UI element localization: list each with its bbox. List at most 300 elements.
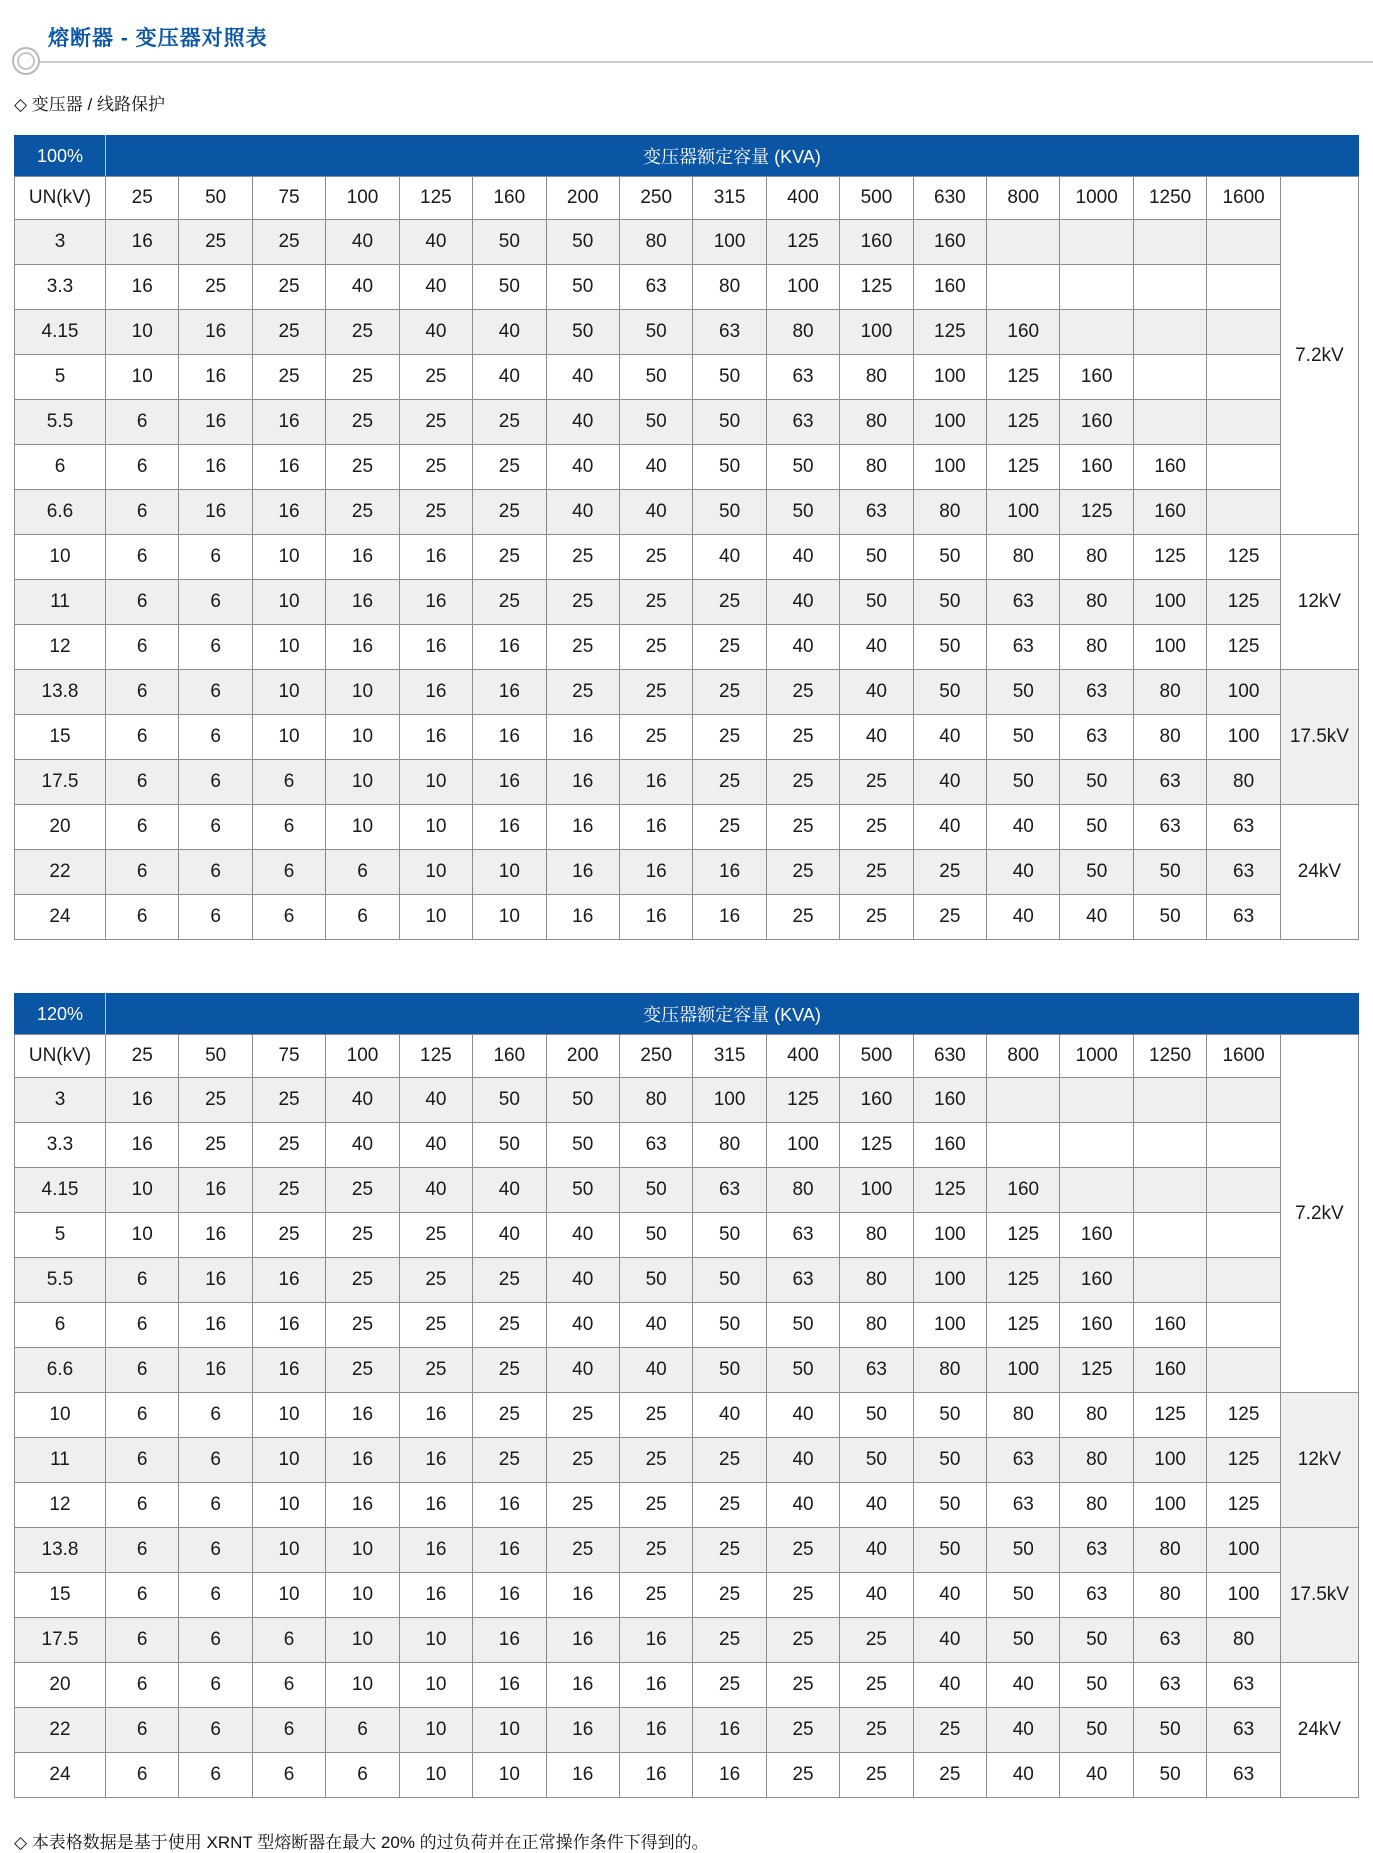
rated-current-cell: 160 [1060, 445, 1133, 490]
table-row [15, 580, 1359, 625]
rated-current-cell: 25 [766, 850, 839, 895]
rated-current-cell: 6 [179, 1438, 252, 1483]
voltage-row-label: 22 [15, 1708, 106, 1753]
rated-current-cell: 40 [840, 625, 913, 670]
rated-current-cell: 80 [1060, 535, 1133, 580]
rated-current-cell: 25 [326, 355, 399, 400]
rated-current-cell: 63 [840, 1348, 913, 1393]
voltage-row-label: 3.3 [15, 265, 106, 310]
voltage-row-label: 10 [15, 535, 106, 580]
rated-current-cell: 6 [252, 1708, 325, 1753]
rated-current-cell: 10 [252, 1483, 325, 1528]
table-row [15, 1168, 1359, 1213]
rated-current-cell: 25 [399, 1258, 472, 1303]
rated-current-cell: 80 [1060, 580, 1133, 625]
rated-current-cell: 40 [766, 580, 839, 625]
rated-current-cell: 80 [693, 265, 766, 310]
rated-current-cell: 25 [619, 535, 692, 580]
rated-current-cell: 10 [106, 310, 179, 355]
capacity-header: 160 [473, 1035, 546, 1078]
rated-current-cell: 6 [179, 715, 252, 760]
page-header [14, 0, 1359, 86]
rated-current-cell: 50 [987, 715, 1060, 760]
rated-current-cell: 6 [106, 445, 179, 490]
rated-current-cell: 50 [987, 1618, 1060, 1663]
rated-current-cell: 10 [252, 715, 325, 760]
rated-current-cell: 25 [252, 1123, 325, 1168]
rated-current-cell: 40 [766, 535, 839, 580]
rated-current-cell: 80 [1133, 670, 1206, 715]
rated-current-cell: 16 [179, 355, 252, 400]
rated-current-cell: 16 [326, 1438, 399, 1483]
rated-current-cell: 6 [252, 1618, 325, 1663]
rated-current-cell: 16 [546, 1663, 619, 1708]
rated-current-cell: 25 [326, 490, 399, 535]
rated-current-cell: 6 [106, 1753, 179, 1798]
rated-current-cell: 50 [619, 1213, 692, 1258]
rated-current-cell: 25 [619, 715, 692, 760]
rated-current-cell: 80 [840, 1303, 913, 1348]
rated-current-cell: 10 [473, 895, 546, 940]
rated-current-cell: 25 [619, 580, 692, 625]
rated-current-cell: 50 [840, 535, 913, 580]
rated-current-cell: 25 [473, 1303, 546, 1348]
rated-current-cell: 25 [766, 1753, 839, 1798]
rated-current-cell: 25 [619, 1573, 692, 1618]
rated-current-cell: 50 [913, 625, 986, 670]
rated-current-cell: 125 [766, 1078, 839, 1123]
rated-current-cell: 50 [546, 220, 619, 265]
rated-current-cell: 100 [913, 1258, 986, 1303]
voltage-row-label: 10 [15, 1393, 106, 1438]
rated-current-cell [1207, 1303, 1281, 1348]
rated-current-cell: 50 [473, 265, 546, 310]
rated-current-cell: 100 [766, 265, 839, 310]
rated-current-cell: 125 [987, 1213, 1060, 1258]
rated-current-cell: 40 [546, 1258, 619, 1303]
rated-current-cell: 40 [840, 715, 913, 760]
capacity-header: 100 [326, 1035, 399, 1078]
capacity-header: 100 [326, 177, 399, 220]
rated-current-cell: 63 [1207, 1663, 1281, 1708]
rated-current-cell: 63 [1207, 850, 1281, 895]
rated-current-cell: 6 [106, 1708, 179, 1753]
rated-current-cell: 6 [326, 1708, 399, 1753]
rated-current-cell: 25 [473, 535, 546, 580]
rated-current-cell [1133, 1213, 1206, 1258]
rated-current-cell [1207, 310, 1281, 355]
rated-current-cell: 16 [546, 805, 619, 850]
rated-current-cell: 6 [106, 1483, 179, 1528]
rated-current-cell: 63 [1133, 805, 1206, 850]
voltage-row-label: 3 [15, 220, 106, 265]
voltage-row-label: 24 [15, 1753, 106, 1798]
rated-current-cell [1207, 1258, 1281, 1303]
rated-current-cell: 6 [179, 805, 252, 850]
rated-current-cell: 40 [840, 1483, 913, 1528]
rated-current-cell: 40 [399, 1123, 472, 1168]
rated-current-cell: 63 [1133, 760, 1206, 805]
rated-current-cell: 16 [473, 1528, 546, 1573]
rated-current-cell: 16 [106, 1078, 179, 1123]
rated-current-cell [1207, 1078, 1281, 1123]
capacity-header: 400 [766, 177, 839, 220]
rated-current-cell: 16 [399, 1438, 472, 1483]
rated-current-cell: 16 [619, 805, 692, 850]
rated-current-cell: 100 [913, 1303, 986, 1348]
rated-current-cell: 63 [766, 1258, 839, 1303]
rated-current-cell: 25 [766, 1708, 839, 1753]
capacity-header: 160 [473, 177, 546, 220]
rated-current-cell: 6 [106, 490, 179, 535]
rated-current-cell: 16 [399, 1573, 472, 1618]
rated-current-cell: 80 [1060, 1438, 1133, 1483]
rated-current-cell: 6 [106, 1348, 179, 1393]
rated-current-cell: 16 [619, 1708, 692, 1753]
rated-current-cell: 40 [913, 1573, 986, 1618]
rated-current-cell: 40 [766, 1438, 839, 1483]
rated-current-cell: 25 [546, 1483, 619, 1528]
table-row [15, 535, 1359, 580]
rated-current-cell: 100 [987, 490, 1060, 535]
rated-current-cell: 80 [840, 445, 913, 490]
capacity-header: 800 [987, 177, 1060, 220]
rated-current-cell: 16 [619, 895, 692, 940]
rated-current-cell: 25 [326, 1213, 399, 1258]
voltage-row-label: 6 [15, 445, 106, 490]
rated-current-cell [1133, 1078, 1206, 1123]
rated-current-cell: 16 [693, 895, 766, 940]
rated-current-cell: 16 [399, 1528, 472, 1573]
rated-current-cell: 25 [546, 580, 619, 625]
rated-current-cell: 6 [252, 895, 325, 940]
rated-current-cell: 6 [179, 1618, 252, 1663]
rated-current-cell: 100 [913, 355, 986, 400]
capacity-header: 25 [106, 1035, 179, 1078]
rated-current-cell: 16 [399, 670, 472, 715]
rated-current-cell: 50 [1133, 1753, 1206, 1798]
rated-current-cell: 125 [913, 310, 986, 355]
rated-current-cell: 40 [546, 490, 619, 535]
voltage-row-label: 5.5 [15, 400, 106, 445]
rated-current-cell: 63 [1060, 715, 1133, 760]
rated-current-cell: 10 [399, 1753, 472, 1798]
rated-current-cell: 10 [326, 1618, 399, 1663]
rated-current-cell: 25 [473, 1258, 546, 1303]
rated-current-cell: 16 [399, 535, 472, 580]
rated-current-cell: 10 [252, 1573, 325, 1618]
rated-current-cell: 25 [913, 1753, 986, 1798]
rated-current-cell: 40 [473, 1168, 546, 1213]
rated-current-cell: 100 [1207, 1528, 1281, 1573]
rated-current-cell: 6 [179, 760, 252, 805]
rated-current-cell: 50 [766, 1348, 839, 1393]
rated-current-cell: 100 [913, 445, 986, 490]
rated-current-cell: 63 [1060, 1528, 1133, 1573]
rated-current-cell: 16 [473, 715, 546, 760]
table-row [15, 805, 1359, 850]
rated-current-cell: 6 [326, 895, 399, 940]
rated-current-cell: 63 [987, 1483, 1060, 1528]
rated-current-cell: 10 [326, 1528, 399, 1573]
rated-current-cell [1060, 310, 1133, 355]
capacity-header: 250 [619, 177, 692, 220]
rated-current-cell: 100 [693, 220, 766, 265]
rated-current-cell: 40 [987, 1663, 1060, 1708]
rated-current-cell: 63 [619, 1123, 692, 1168]
rated-current-cell: 50 [1060, 1618, 1133, 1663]
capacity-header-row [15, 177, 1359, 220]
rated-current-cell: 6 [179, 1573, 252, 1618]
rated-current-cell: 16 [473, 1618, 546, 1663]
rated-current-cell [1207, 1348, 1281, 1393]
table-row [15, 850, 1359, 895]
table-row [15, 1663, 1359, 1708]
rated-current-cell: 6 [326, 1753, 399, 1798]
capacity-header: 50 [179, 1035, 252, 1078]
rated-current-cell: 40 [1060, 1753, 1133, 1798]
rated-current-cell: 50 [619, 1258, 692, 1303]
rated-current-cell [987, 220, 1060, 265]
capacity-header: 1600 [1207, 177, 1281, 220]
rated-current-cell: 50 [987, 670, 1060, 715]
rated-current-cell: 40 [766, 1483, 839, 1528]
voltage-row-label: 6.6 [15, 490, 106, 535]
rated-current-cell: 6 [106, 1258, 179, 1303]
rated-current-cell [1133, 400, 1206, 445]
percent-badge: 120% [15, 994, 106, 1035]
rated-current-cell: 63 [840, 490, 913, 535]
voltage-row-label: 5 [15, 355, 106, 400]
table-row [15, 1618, 1359, 1663]
voltage-row-label: 4.15 [15, 310, 106, 355]
rated-current-cell [1207, 445, 1281, 490]
rated-current-cell [1207, 265, 1281, 310]
rated-current-cell [1133, 1258, 1206, 1303]
capacity-header: 75 [252, 1035, 325, 1078]
rated-current-cell [987, 1123, 1060, 1168]
rated-current-cell: 80 [1133, 715, 1206, 760]
rated-current-cell: 25 [766, 670, 839, 715]
table-row [15, 400, 1359, 445]
rated-current-cell: 100 [913, 1213, 986, 1258]
rated-current-cell: 6 [106, 670, 179, 715]
rated-current-cell: 50 [693, 355, 766, 400]
rated-current-cell: 25 [693, 1573, 766, 1618]
capacity-header: 500 [840, 177, 913, 220]
rated-current-cell: 40 [913, 715, 986, 760]
rated-current-cell: 160 [1060, 355, 1133, 400]
rated-current-cell: 16 [546, 1573, 619, 1618]
rated-current-cell: 25 [326, 1258, 399, 1303]
rated-current-cell: 16 [399, 1483, 472, 1528]
rated-current-cell: 16 [473, 1483, 546, 1528]
rated-current-cell: 50 [913, 1393, 986, 1438]
voltage-row-label: 11 [15, 1438, 106, 1483]
rated-current-cell: 40 [546, 400, 619, 445]
table-row [15, 220, 1359, 265]
rated-current-cell: 6 [179, 850, 252, 895]
voltage-group-label: 7.2kV [1280, 1035, 1358, 1393]
rated-current-cell: 63 [1133, 1618, 1206, 1663]
rated-current-cell [1133, 1123, 1206, 1168]
rated-current-cell: 40 [766, 625, 839, 670]
rated-current-cell: 40 [987, 805, 1060, 850]
rated-current-cell: 160 [840, 1078, 913, 1123]
rated-current-cell: 40 [987, 1753, 1060, 1798]
rated-current-cell: 125 [840, 265, 913, 310]
kva-header: 变压器额定容量 (KVA) [106, 136, 1359, 177]
rated-current-cell: 6 [252, 1663, 325, 1708]
rated-current-cell: 16 [619, 760, 692, 805]
rated-current-cell: 40 [840, 670, 913, 715]
rated-current-cell: 125 [1207, 1438, 1281, 1483]
rated-current-cell: 50 [1133, 895, 1206, 940]
rated-current-cell: 25 [693, 1483, 766, 1528]
capacity-header: 1600 [1207, 1035, 1281, 1078]
rated-current-cell: 25 [840, 1753, 913, 1798]
rated-current-cell: 25 [179, 1123, 252, 1168]
rated-current-cell: 63 [1207, 1753, 1281, 1798]
rated-current-cell: 10 [399, 1708, 472, 1753]
rated-current-cell [1060, 1123, 1133, 1168]
rated-current-cell: 80 [619, 220, 692, 265]
rated-current-cell: 16 [252, 1258, 325, 1303]
rated-current-cell: 16 [106, 220, 179, 265]
rated-current-cell: 16 [252, 1348, 325, 1393]
rated-current-cell: 40 [840, 1528, 913, 1573]
rated-current-cell: 25 [473, 1438, 546, 1483]
table-row [15, 625, 1359, 670]
rated-current-cell: 10 [252, 535, 325, 580]
rated-current-cell: 63 [693, 310, 766, 355]
rated-current-cell: 25 [766, 805, 839, 850]
voltage-row-label: 17.5 [15, 760, 106, 805]
capacity-header: 75 [252, 177, 325, 220]
rated-current-cell: 50 [693, 1348, 766, 1393]
rated-current-cell: 6 [179, 895, 252, 940]
rated-current-cell: 100 [1133, 625, 1206, 670]
section-label: ◇ 变压器 / 线路保护 [14, 95, 165, 114]
rated-current-cell: 125 [913, 1168, 986, 1213]
rated-current-cell: 25 [693, 1663, 766, 1708]
rated-current-cell: 16 [252, 490, 325, 535]
rated-current-cell: 40 [987, 895, 1060, 940]
rated-current-cell: 40 [326, 265, 399, 310]
table-row [15, 1483, 1359, 1528]
rated-current-cell [1133, 310, 1206, 355]
rated-current-cell: 50 [473, 1078, 546, 1123]
rated-current-cell: 50 [913, 1483, 986, 1528]
rated-current-cell: 25 [693, 580, 766, 625]
rated-current-cell: 100 [1133, 580, 1206, 625]
rated-current-cell: 63 [1207, 805, 1281, 850]
rated-current-cell [1133, 220, 1206, 265]
rated-current-cell: 40 [399, 220, 472, 265]
rated-current-cell: 25 [693, 1528, 766, 1573]
rated-current-cell: 16 [619, 850, 692, 895]
rated-current-cell: 80 [1207, 760, 1281, 805]
capacity-header: 630 [913, 177, 986, 220]
rated-current-cell: 6 [106, 1303, 179, 1348]
rated-current-cell: 6 [106, 1393, 179, 1438]
rated-current-cell: 25 [326, 1348, 399, 1393]
rated-current-cell: 50 [693, 1303, 766, 1348]
rated-current-cell: 63 [766, 400, 839, 445]
rated-current-cell: 10 [326, 670, 399, 715]
rated-current-cell: 63 [619, 265, 692, 310]
capacity-header: 630 [913, 1035, 986, 1078]
rated-current-cell: 125 [987, 400, 1060, 445]
rated-current-cell: 25 [399, 1303, 472, 1348]
rated-current-cell: 6 [106, 760, 179, 805]
rated-current-cell: 125 [1207, 535, 1281, 580]
rated-current-cell: 16 [473, 805, 546, 850]
rated-current-cell: 25 [252, 265, 325, 310]
rated-current-cell: 16 [546, 715, 619, 760]
rated-current-cell: 16 [546, 760, 619, 805]
rated-current-cell: 40 [546, 445, 619, 490]
rated-current-cell: 160 [1060, 1303, 1133, 1348]
rated-current-cell [1207, 355, 1281, 400]
rated-current-cell: 16 [179, 1168, 252, 1213]
rated-current-cell: 160 [1133, 1348, 1206, 1393]
rated-current-cell: 6 [106, 535, 179, 580]
rated-current-cell: 6 [326, 850, 399, 895]
rated-current-cell: 25 [546, 1528, 619, 1573]
rated-current-cell: 6 [179, 625, 252, 670]
rated-current-cell [1133, 265, 1206, 310]
rated-current-cell: 6 [106, 580, 179, 625]
rated-current-cell: 10 [106, 1168, 179, 1213]
rated-current-cell: 125 [987, 1303, 1060, 1348]
capacity-header: 400 [766, 1035, 839, 1078]
voltage-row-label: 6.6 [15, 1348, 106, 1393]
rated-current-cell: 6 [179, 1663, 252, 1708]
rated-current-cell: 125 [987, 355, 1060, 400]
voltage-row-label: 6 [15, 1303, 106, 1348]
rated-current-cell: 16 [326, 580, 399, 625]
rated-current-cell: 40 [840, 1573, 913, 1618]
rated-current-cell: 25 [179, 1078, 252, 1123]
rated-current-cell: 16 [546, 895, 619, 940]
rated-current-cell: 25 [693, 670, 766, 715]
capacity-header: 25 [106, 177, 179, 220]
rated-current-cell [1207, 1168, 1281, 1213]
rated-current-cell: 50 [546, 1078, 619, 1123]
rated-current-cell: 63 [1060, 1573, 1133, 1618]
voltage-row-label: 5 [15, 1213, 106, 1258]
fuse-transformer-table-100pct [14, 135, 1359, 940]
rated-current-cell: 125 [1207, 625, 1281, 670]
voltage-row-label: 11 [15, 580, 106, 625]
rated-current-cell: 10 [399, 895, 472, 940]
rated-current-cell [1060, 1168, 1133, 1213]
rated-current-cell: 10 [252, 1393, 325, 1438]
rated-current-cell: 80 [766, 1168, 839, 1213]
rated-current-cell: 63 [1207, 895, 1281, 940]
rated-current-cell: 100 [693, 1078, 766, 1123]
rated-current-cell: 25 [913, 895, 986, 940]
rated-current-cell: 16 [326, 535, 399, 580]
rated-current-cell: 50 [913, 1438, 986, 1483]
rated-current-cell: 25 [546, 625, 619, 670]
rated-current-cell: 6 [106, 895, 179, 940]
voltage-group-label: 24kV [1280, 1663, 1358, 1798]
rated-current-cell: 25 [546, 1393, 619, 1438]
rated-current-cell: 80 [987, 535, 1060, 580]
rated-current-cell: 125 [840, 1123, 913, 1168]
